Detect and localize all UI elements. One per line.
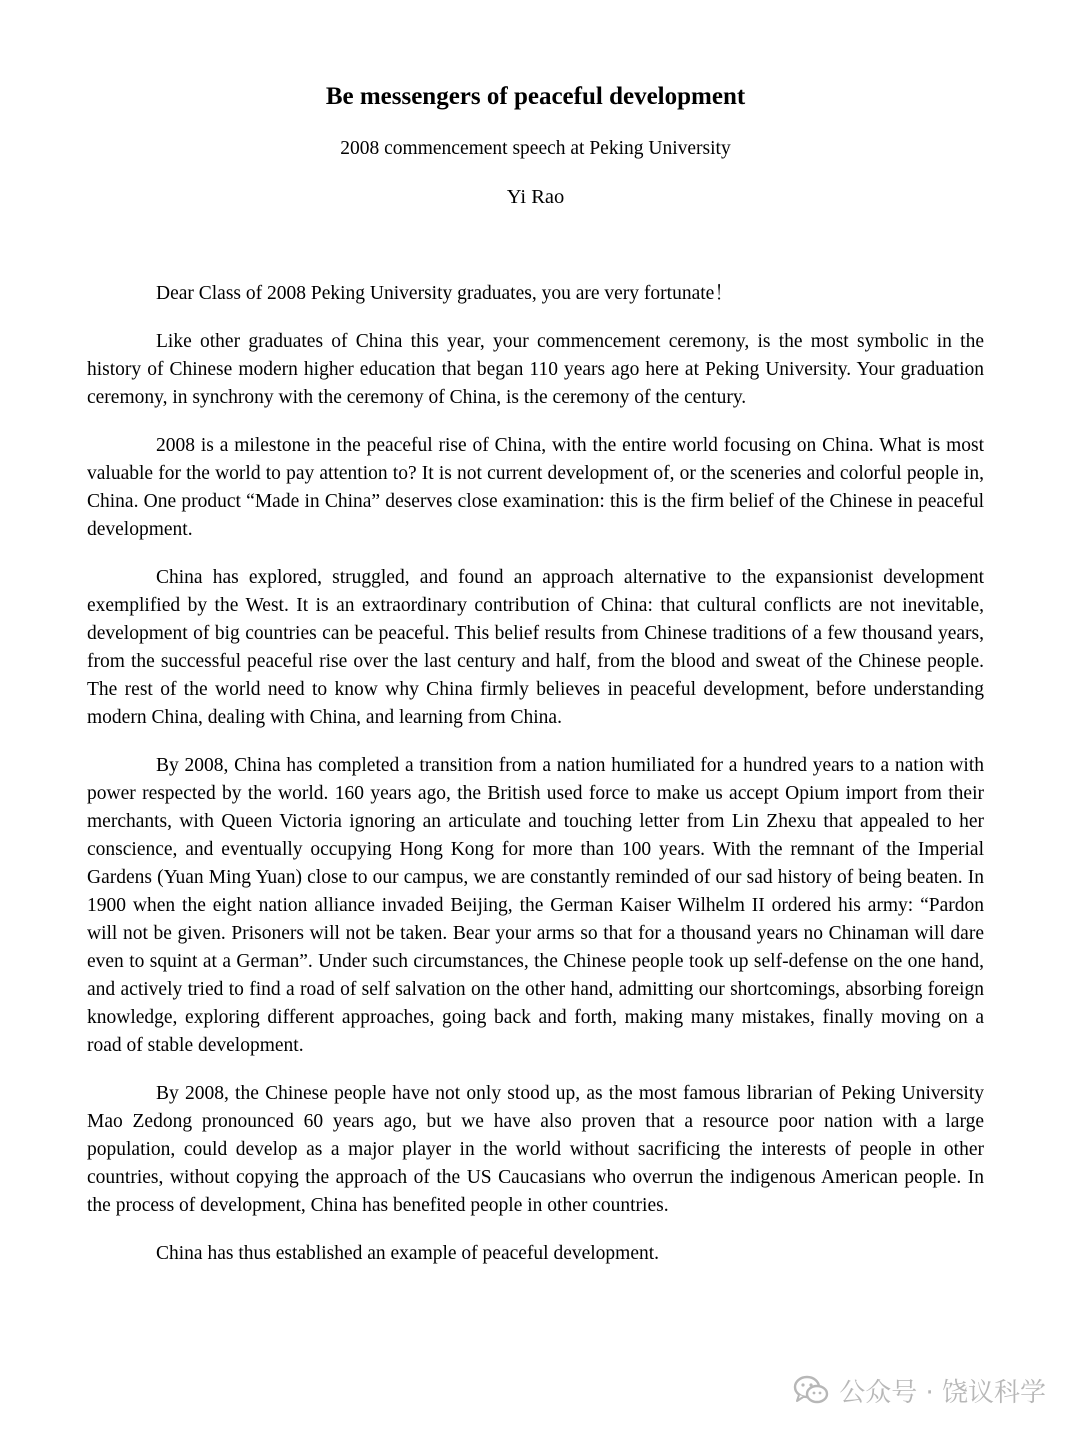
paragraph: 2008 is a milestone in the peaceful rise of China, with the entire world focusing on China. What is most valuable for the world to pay attention to? It is not current development of, or the sceneries and colorful people in, China. One product “Made in China” deserves close examination: this is the firm belief of the Chinese in peaceful development. [87,435,984,540]
document-body [87,280,984,1288]
document-author: Yi Rao [506,186,565,208]
paragraph: By 2008, China has completed a transition from a nation humiliated for a hundred years to a nation with power respected by the world. 160 years ago, the British used force to make us accept Opium import from their merchants, with Queen Victoria ignoring an articulate and touching letter from Lin Zhexu that appealed to her conscience, and eventually occupying Hong Kong for more than 100 years. With the remnant of the Imperial Gardens (Yuan Ming Yuan) close to our campus, we are constantly reminded of our sad history of being beaten. In 1900 when the eight nation alliance invaded Beijing, the German Kaiser Wilhelm II ordered his army: “Pardon will not be given. Prisoners will not be taken. Bear your arms so that for a thousand years no Chinaman will dare even to squint at a German”. Under such circumstances, the Chinese people took up self-defense on the one hand, and actively tried to find a road of self salvation on the other hand, admitting our shortcomings, absorbing foreign knowledge, exploring different approaches, going back and forth, making many mistakes, finally moving on a road of stable development. [87,755,984,1056]
document-title: Be messengers of peaceful development [325,83,746,110]
document-subtitle: 2008 commencement speech at Peking University [340,138,731,159]
paragraph: By 2008, the Chinese people have not only stood up, as the most famous librarian of Peking University Mao Zedong pronounced 60 years ago, but we have also proven that a resource poor nation with a large population, could develop as a major player in the world without sacrificing the interests of people in other countries, without copying the approach of the US Caucasians who overrun the indigenous American people. In the process of development, China has benefited people in other countries. [87,1083,984,1216]
paragraph: Like other graduates of China this year, your commencement ceremony, is the most symbolic in the history of Chinese modern higher education that began 110 years ago here at Peking University. Your graduation ceremony, in synchrony with the ceremony of China, is the ceremony of the century. [87,331,984,408]
paragraph-greeting: Dear Class of 2008 Peking University graduates, you are very fortunate！ [156,283,734,304]
watermark-text: 公众号 · 饶议科学 [839,1377,1046,1408]
paragraph: China has explored, struggled, and found an approach alternative to the expansionist development exemplified by the West. It is an extraordinary contribution of China: that cultural conflicts are not inevitable, development of big countries can be peaceful. This belief results from Chinese traditions of a few thousand years, from the successful peaceful rise over the last century and half, from the blood and sweat of the Chinese people. The rest of the world need to know why China firmly believes in peaceful development, before understanding modern China, dealing with China, and learning from China. [87,567,984,728]
wechat-icon [793,1375,829,1405]
watermark [793,1372,1046,1408]
paragraph-closing: China has thus established an example of peaceful development. [156,1243,660,1264]
